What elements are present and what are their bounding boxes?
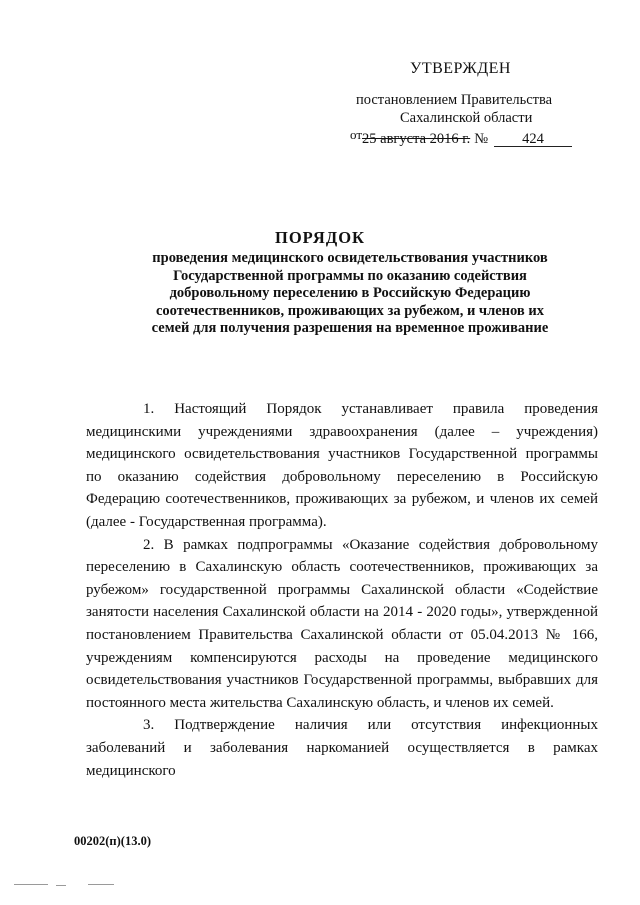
footer-code: 00202(п)(13.0) (74, 834, 151, 848)
document-body (86, 398, 598, 782)
document-subtitle: проведения медицинского освидетельствования участников Государственной программы по оказанию содействия добровольному переселению в Российскую Федерацию соотечественников, проживающих за рубежом, и членов их семей для получения разрешения на временное проживание (151, 250, 549, 336)
approval-number: 424 (494, 132, 572, 147)
paragraph-1: 1. Настоящий Порядок устанавливает правила проведения медицинскими учреждениями здравоохранения (далее – учреждения) медицинского освидетельствования участников Государственной программы по оказанию содействия добровольному переселению в Российскую Федерацию соотечественников, проживающих за рубежом, и членов их семей (далее - Государственная программа). (86, 401, 598, 530)
paragraph-2: 2. В рамках подпрограммы «Оказание содействия добровольному переселению в Сахалинскую область соотечественников, проживающих за рубежом» государственной программы Сахалинской области «Содействие занятости населения Сахалинской области на 2014 - 2020 годы», утвержденной постановлением Правительства Сахалинской области от 05.04.2013 № 166, учреждениям компенсируются расходы на проведение медицинского освидетельствования участников Государственной программы, выбравших для постоянного места жительства Сахалинскую область, и членов их семей. (86, 536, 598, 711)
document-title: ПОРЯДОК (275, 228, 365, 247)
number-label: № (474, 131, 489, 147)
approval-date-row (350, 127, 572, 148)
approval-authority-line: постановлением Правительства (356, 92, 553, 108)
approval-date: 25 августа 2016 г. (362, 131, 471, 147)
date-prefix: от (350, 127, 363, 142)
approval-heading: УТВЕРЖДЕН (410, 60, 511, 77)
approval-region-line: Сахалинской области (400, 110, 533, 126)
paragraph-3: 3. Подтверждение наличия или отсутствия инфекционных заболеваний и заболевания наркоманией осуществляется в рамках медицинского (86, 717, 598, 779)
